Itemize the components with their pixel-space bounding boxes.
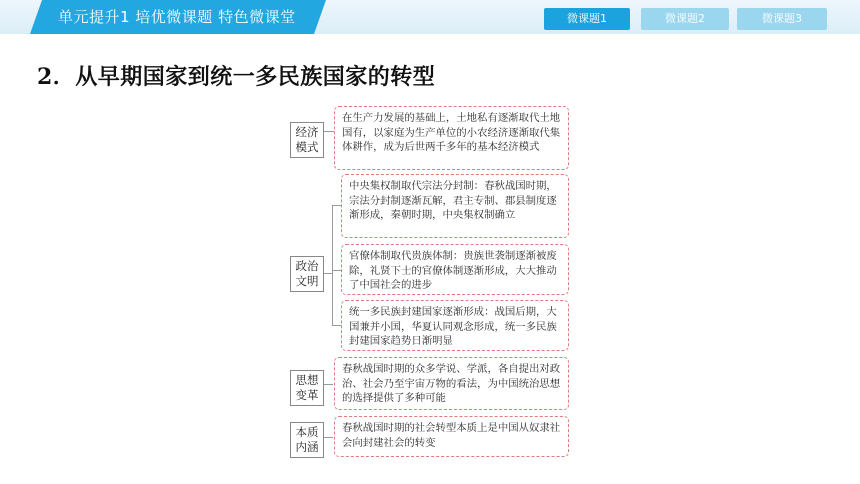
section-title: 单元提升1 培优微课题 特色微课堂 [58,8,296,26]
box-politics-unification: 统一多民族封建国家逐渐形成：战国后期，大国兼并小国，华夏认同观念形成，统一多民族封建国家趋势日渐明显 [341,300,569,351]
connector-politics-stem [324,273,332,274]
box-economy: 在生产力发展的基础上，土地私有逐渐取代土地国有，以家庭为生产单位的小农经济逐渐取代集体耕作，成为后世两千多年的基本经济模式 [334,106,569,170]
box-essence: 春秋战国时期的社会转型本质上是中国从奴隶社会向封建社会的转变 [334,416,569,457]
box-politics-bureaucracy: 官僚体制取代贵族体制：贵族世袭制逐渐被废除，礼贤下士的官僚体制逐渐形成，大大推动了中国社会的进步 [341,244,569,295]
connector-politics-2 [332,270,341,271]
page-heading: 2．从早期国家到统一多民族国家的转型 [37,64,436,90]
connector-politics-bracket [332,205,333,325]
connector-thought [324,384,333,385]
connector-essence [324,437,333,438]
label-thought: 思想变革 [290,370,324,406]
box-thought: 春秋战国时期的众多学说、学派，各自提出对政治、社会乃至宇宙万物的看法，为中国统治思想的选择提供了多种可能 [334,357,569,410]
label-politics: 政治文明 [290,256,324,292]
box-politics-centralization: 中央集权制取代宗法分封制：春秋战国时期，宗法分封制逐渐瓦解，君主专制、郡县制度逐渐形成，秦朝时期，中央集权制确立 [341,174,569,238]
tab-micro-topic-2[interactable]: 微课题2 [641,8,729,30]
tab-micro-topic-1[interactable]: 微课题1 [544,8,630,30]
connector-politics-1 [332,205,341,206]
connector-politics-3 [332,325,341,326]
label-essence: 本质内涵 [290,422,324,458]
label-economy: 经济模式 [290,122,324,158]
top-bar [0,0,860,34]
tab-micro-topic-3[interactable]: 微课题3 [737,8,827,30]
